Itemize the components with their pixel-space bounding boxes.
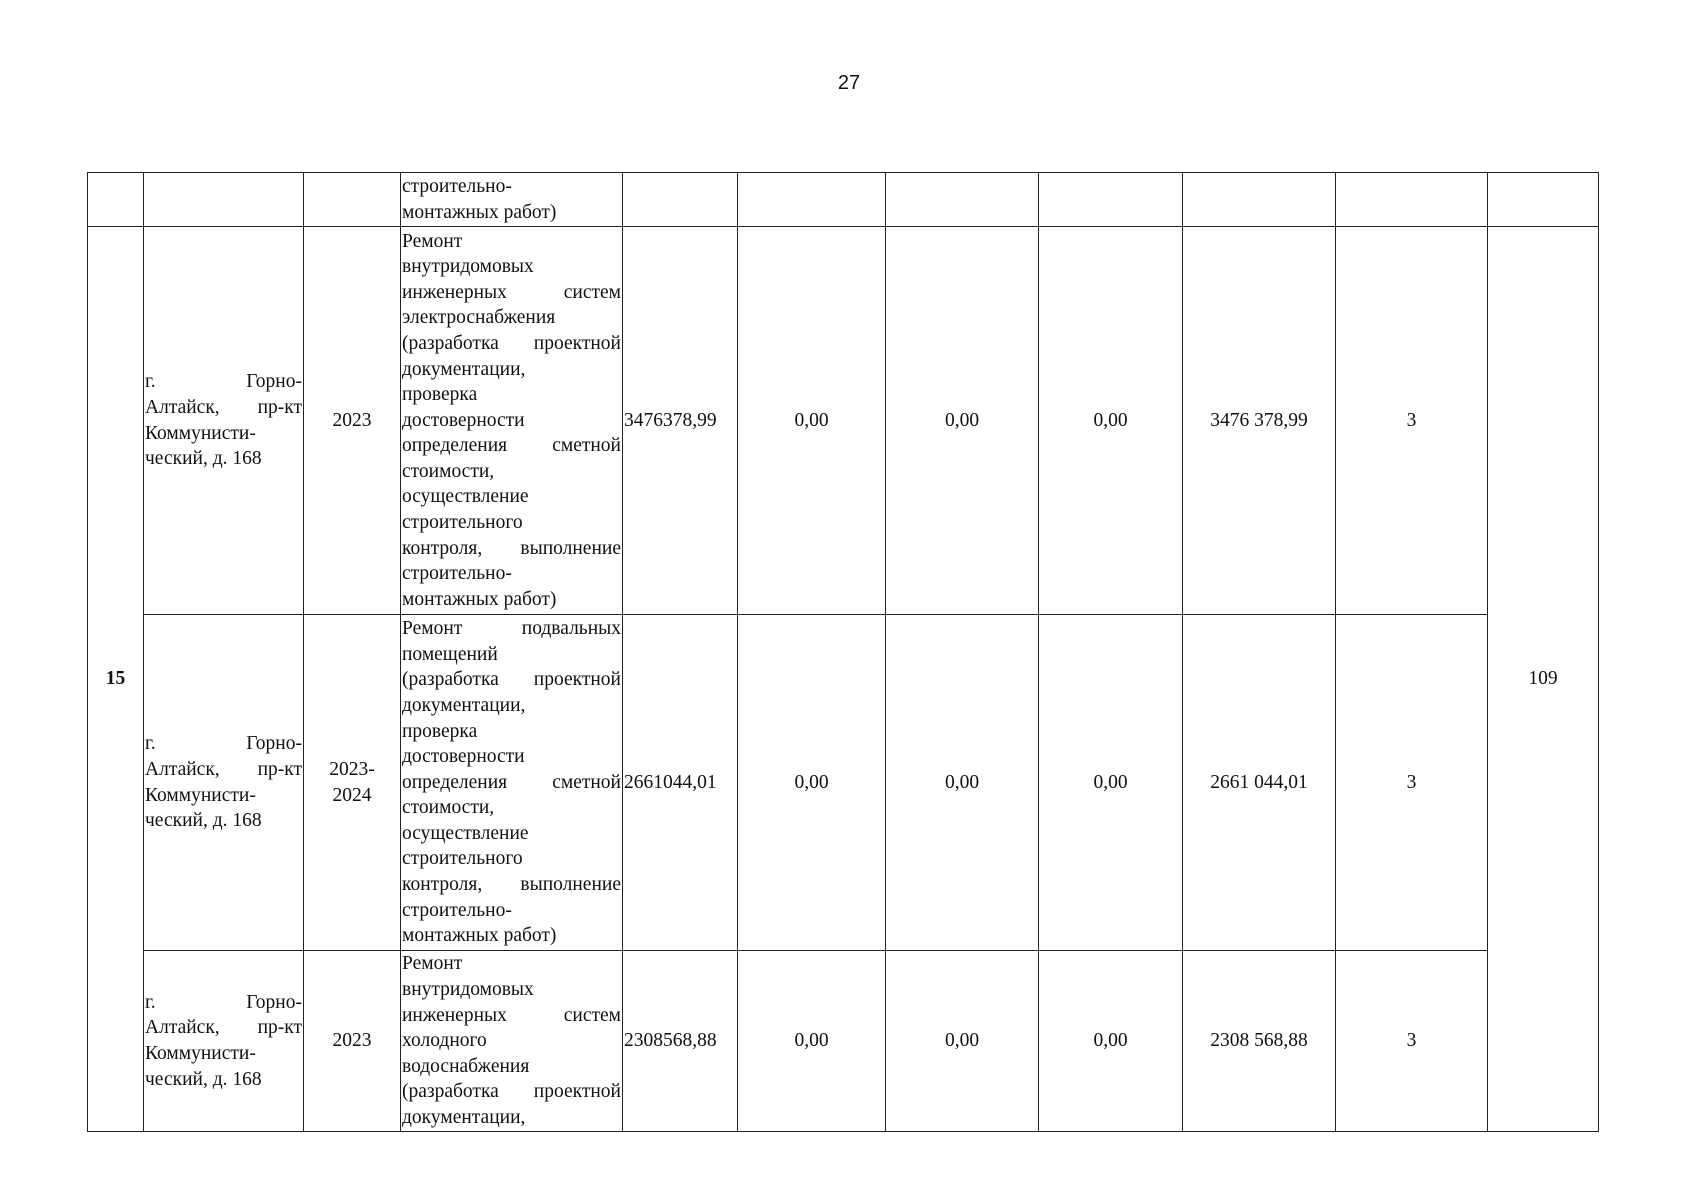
description-line: водоснабжения <box>402 1055 530 1077</box>
cell-empty <box>738 173 886 227</box>
total-cost-cell: 3476378,99 <box>623 227 738 615</box>
description-cell <box>401 227 623 615</box>
cell-empty <box>1039 173 1183 227</box>
address-line: Коммунисти- <box>145 784 256 806</box>
description-line: строительно- <box>402 899 512 921</box>
address-line: Алтайск, пр-кт <box>145 396 302 418</box>
address-line: Коммунисти- <box>145 1043 256 1064</box>
description-line: внутридомовых <box>402 256 534 278</box>
description-line: (разработка проектной <box>402 669 621 691</box>
address-line: ческий, д. 168 <box>145 810 262 832</box>
description-line: внутридомовых <box>402 979 534 1001</box>
funding-c-cell: 0,00 <box>1039 227 1183 615</box>
address-line: Алтайск, пр-кт <box>145 758 302 780</box>
cell-empty <box>1336 173 1488 227</box>
description-line: инженерных систем <box>402 1004 621 1026</box>
funding-a-cell: 0,00 <box>738 615 886 951</box>
year-cell <box>304 615 401 951</box>
description-line: монтажных работ) <box>402 201 557 223</box>
description-line: достоверности <box>402 746 525 768</box>
address-cell <box>144 615 304 951</box>
funding-local-cell: 3476 378,99 <box>1183 227 1336 615</box>
total-cost-cell: 2308568,88 <box>623 951 738 1132</box>
count-cell: 3 <box>1336 951 1488 1132</box>
cell-empty <box>304 173 401 227</box>
description-line: проверка <box>402 384 478 406</box>
description-line: осуществление <box>402 822 529 844</box>
description-line: монтажных работ) <box>402 925 557 947</box>
description-line: Ремонт подвальных <box>402 618 621 640</box>
description-line: осуществление <box>402 486 529 508</box>
address-cell <box>144 227 304 615</box>
cell-empty <box>144 173 304 227</box>
description-line: строительно- <box>402 175 512 197</box>
page-number: 27 <box>837 72 861 94</box>
year-line: 2023- <box>329 758 375 780</box>
address-cell <box>144 951 304 1132</box>
description-line: электроснабжения <box>402 307 556 329</box>
year-cell: 2023 <box>304 227 401 615</box>
description-line: строительного <box>402 512 523 534</box>
address-line: ческий, д. 168 <box>145 448 262 470</box>
group-index-cell: 15 <box>88 227 144 1132</box>
funding-local-cell: 2661 044,01 <box>1183 615 1336 951</box>
table-row <box>88 227 1599 615</box>
address-line: Коммунисти- <box>145 422 256 444</box>
description-line: проверка <box>402 720 478 742</box>
year-line: 2024 <box>332 784 372 806</box>
description-line: строительно- <box>402 563 512 585</box>
address-line: г. Горно- <box>145 991 302 1013</box>
cell-empty <box>886 173 1039 227</box>
group-total-cell: 109 <box>1488 227 1599 1132</box>
description-line: контроля, выполнение <box>402 874 621 896</box>
description-line: стоимости, <box>402 460 495 482</box>
funding-b-cell: 0,00 <box>886 227 1039 615</box>
funding-local-cell: 2308 568,88 <box>1183 951 1336 1132</box>
description-line: документации, <box>402 1106 526 1128</box>
funding-b-cell: 0,00 <box>886 615 1039 951</box>
cell-empty <box>88 173 144 227</box>
address-line: г. Горно- <box>145 371 302 393</box>
table-row <box>88 615 1599 951</box>
table-row-continuation <box>88 173 1599 227</box>
address-line: ческий, д. 168 <box>145 1068 262 1090</box>
table-row <box>88 951 1599 1132</box>
funding-a-cell: 0,00 <box>738 227 886 615</box>
count-cell: 3 <box>1336 615 1488 951</box>
description-line: контроля, выполнение <box>402 537 621 559</box>
description-line: стоимости, <box>402 797 495 819</box>
description-line: документации, <box>402 358 526 380</box>
description-line: монтажных работ) <box>402 588 557 610</box>
funding-c-cell: 0,00 <box>1039 951 1183 1132</box>
description-line: достоверности <box>402 409 525 431</box>
description-line: (разработка проектной <box>402 1081 621 1103</box>
count-cell: 3 <box>1336 227 1488 615</box>
description-line: определения сметной <box>402 435 621 457</box>
address-line: Алтайск, пр-кт <box>145 1017 302 1039</box>
address-line: г. Горно- <box>145 733 302 755</box>
description-line: документации, <box>402 694 526 716</box>
description-line: (разработка проектной <box>402 332 621 354</box>
description-cell <box>401 173 623 227</box>
cell-empty <box>623 173 738 227</box>
funding-b-cell: 0,00 <box>886 951 1039 1132</box>
year-cell: 2023 <box>304 951 401 1132</box>
program-table <box>87 172 1599 1132</box>
description-line: инженерных систем <box>402 281 621 303</box>
description-line: холодного <box>402 1030 487 1052</box>
description-line: помещений <box>402 643 498 665</box>
cell-empty <box>1183 173 1336 227</box>
description-line: определения сметной <box>402 771 621 793</box>
description-cell <box>401 615 623 951</box>
funding-c-cell: 0,00 <box>1039 615 1183 951</box>
description-line: Ремонт <box>402 230 463 252</box>
funding-a-cell: 0,00 <box>738 951 886 1132</box>
total-cost-cell: 2661044,01 <box>623 615 738 951</box>
description-line: Ремонт <box>402 953 463 975</box>
description-line: строительного <box>402 848 523 870</box>
cell-empty <box>1488 173 1599 227</box>
description-cell <box>401 951 623 1132</box>
